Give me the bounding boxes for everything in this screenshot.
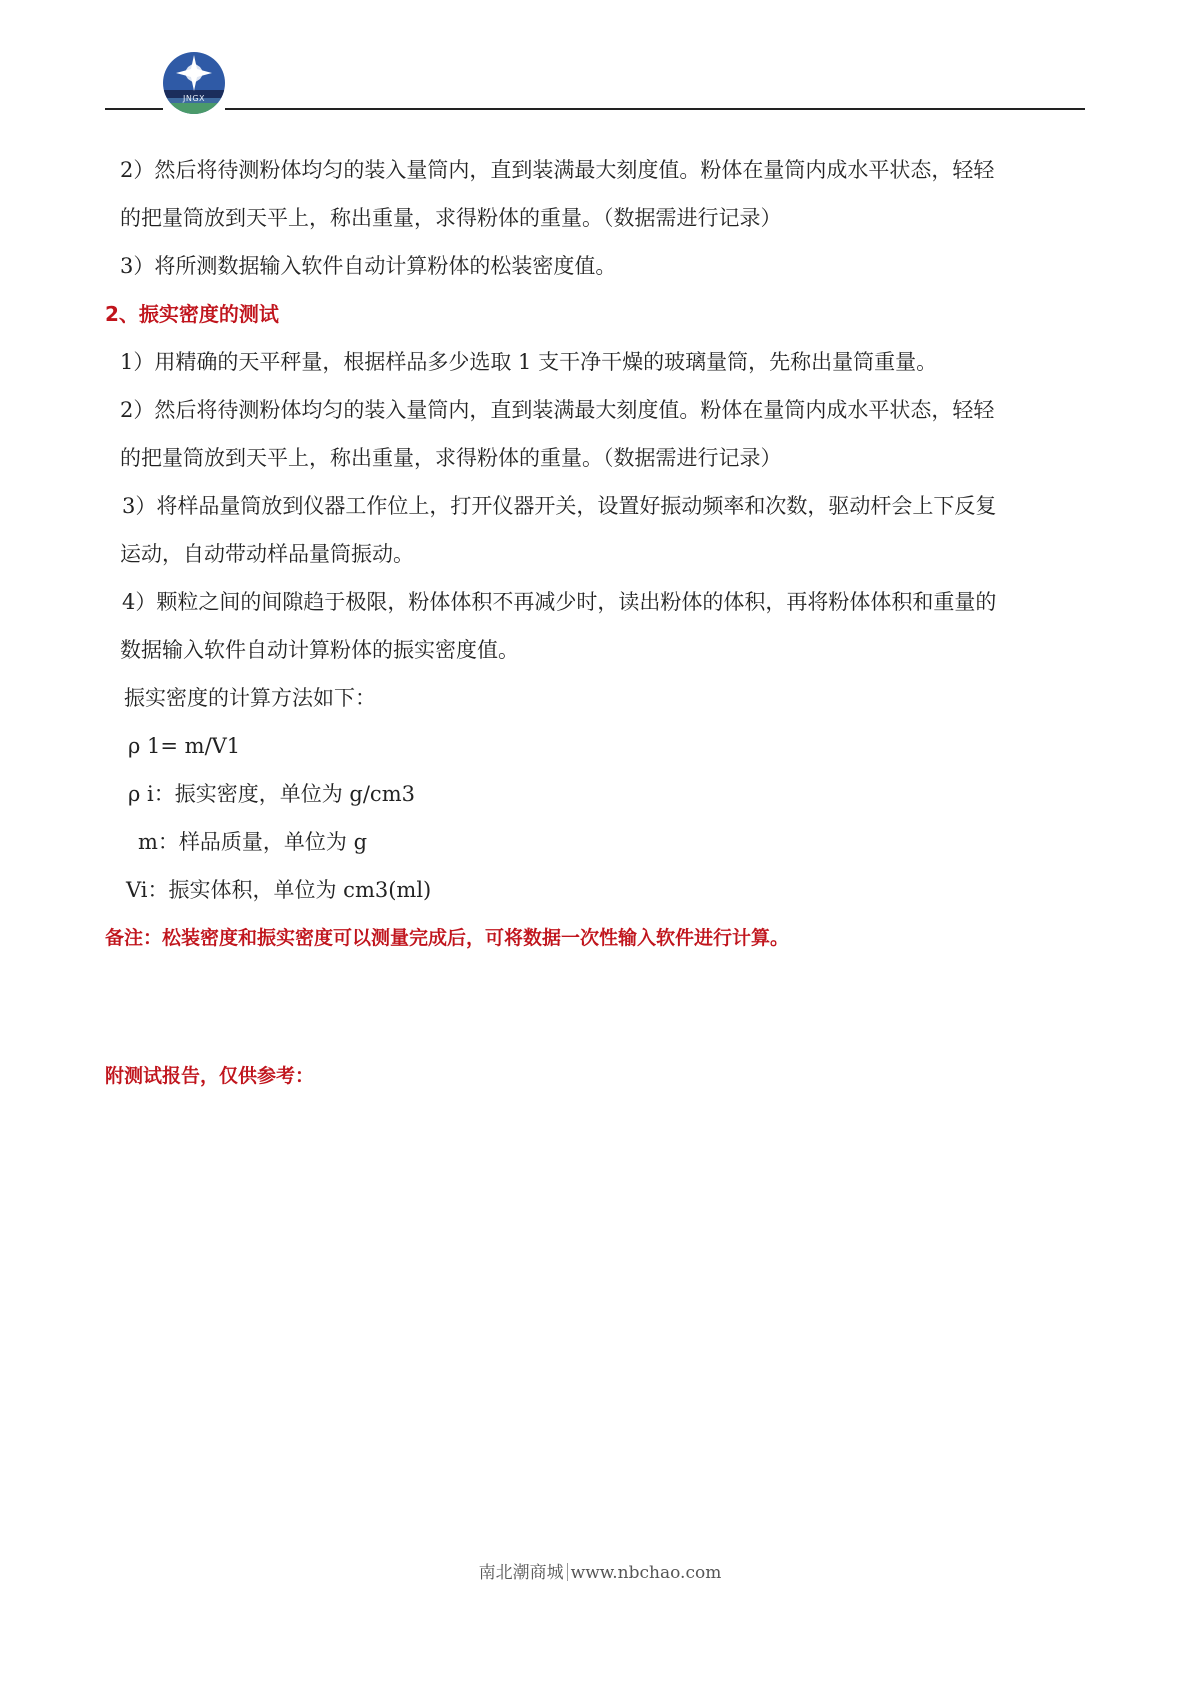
appendix-text: 附测试报告，仅供参考：: [105, 1065, 315, 1087]
section-heading: 2、振实密度的测试: [105, 302, 279, 326]
header-rule-left: [105, 108, 163, 110]
formula-intro: 振实密度的计算方法如下：: [124, 686, 376, 710]
page-footer: [0, 1558, 1200, 1583]
page-header: [0, 0, 1200, 120]
step-line: 数据输入软件自动计算粉体的振实密度值。: [120, 638, 519, 662]
step-line: 4）颗粒之间的间隙趋于极限，粉体体积不再减少时，读出粉体的体积，再将粉体体积和重量的: [122, 590, 997, 614]
paragraph-line: 3）将所测数据输入软件自动计算粉体的松装密度值。: [120, 254, 617, 278]
step-line: 的把量筒放到天平上，称出重量，求得粉体的重量。（数据需进行记录）: [120, 446, 782, 470]
paragraph-line: 2）然后将待测粉体均匀的装入量筒内，直到装满最大刻度值。粉体在量筒内成水平状态，轻轻: [120, 158, 995, 182]
step-line: 运动，自动带动样品量筒振动。: [120, 542, 414, 566]
definition-mass: m：样品质量，单位为 g: [138, 830, 368, 854]
definition-density: ρ i：振实密度，单位为 g/cm3: [128, 782, 415, 806]
step-line: 1）用精确的天平秤量，根据样品多少选取 1 支干净干燥的玻璃量筒，先称出量筒重量。: [120, 350, 938, 374]
definition-volume: Vi：振实体积，单位为 cm3(ml): [126, 878, 432, 902]
formula: ρ 1= m/V1: [128, 734, 241, 758]
logo-text: JNGX: [182, 94, 206, 103]
paragraph-line: 的把量筒放到天平上，称出重量，求得粉体的重量。（数据需进行记录）: [120, 206, 782, 230]
star-icon: [176, 55, 212, 91]
note-text: 备注：松装密度和振实密度可以测量完成后，可将数据一次性输入软件进行计算。: [105, 927, 790, 949]
footer-site-name: 南北潮商城: [478, 1563, 564, 1583]
header-rule-right: [225, 108, 1085, 110]
step-line: 3）将样品量筒放到仪器工作位上，打开仪器开关，设置好振动频率和次数，驱动杆会上下反复: [122, 494, 997, 518]
footer-url[interactable]: www.nbchao.com: [570, 1563, 722, 1583]
footer-divider: [567, 1563, 568, 1581]
company-logo: [163, 52, 225, 114]
step-line: 2）然后将待测粉体均匀的装入量筒内，直到装满最大刻度值。粉体在量筒内成水平状态，轻轻: [120, 398, 995, 422]
